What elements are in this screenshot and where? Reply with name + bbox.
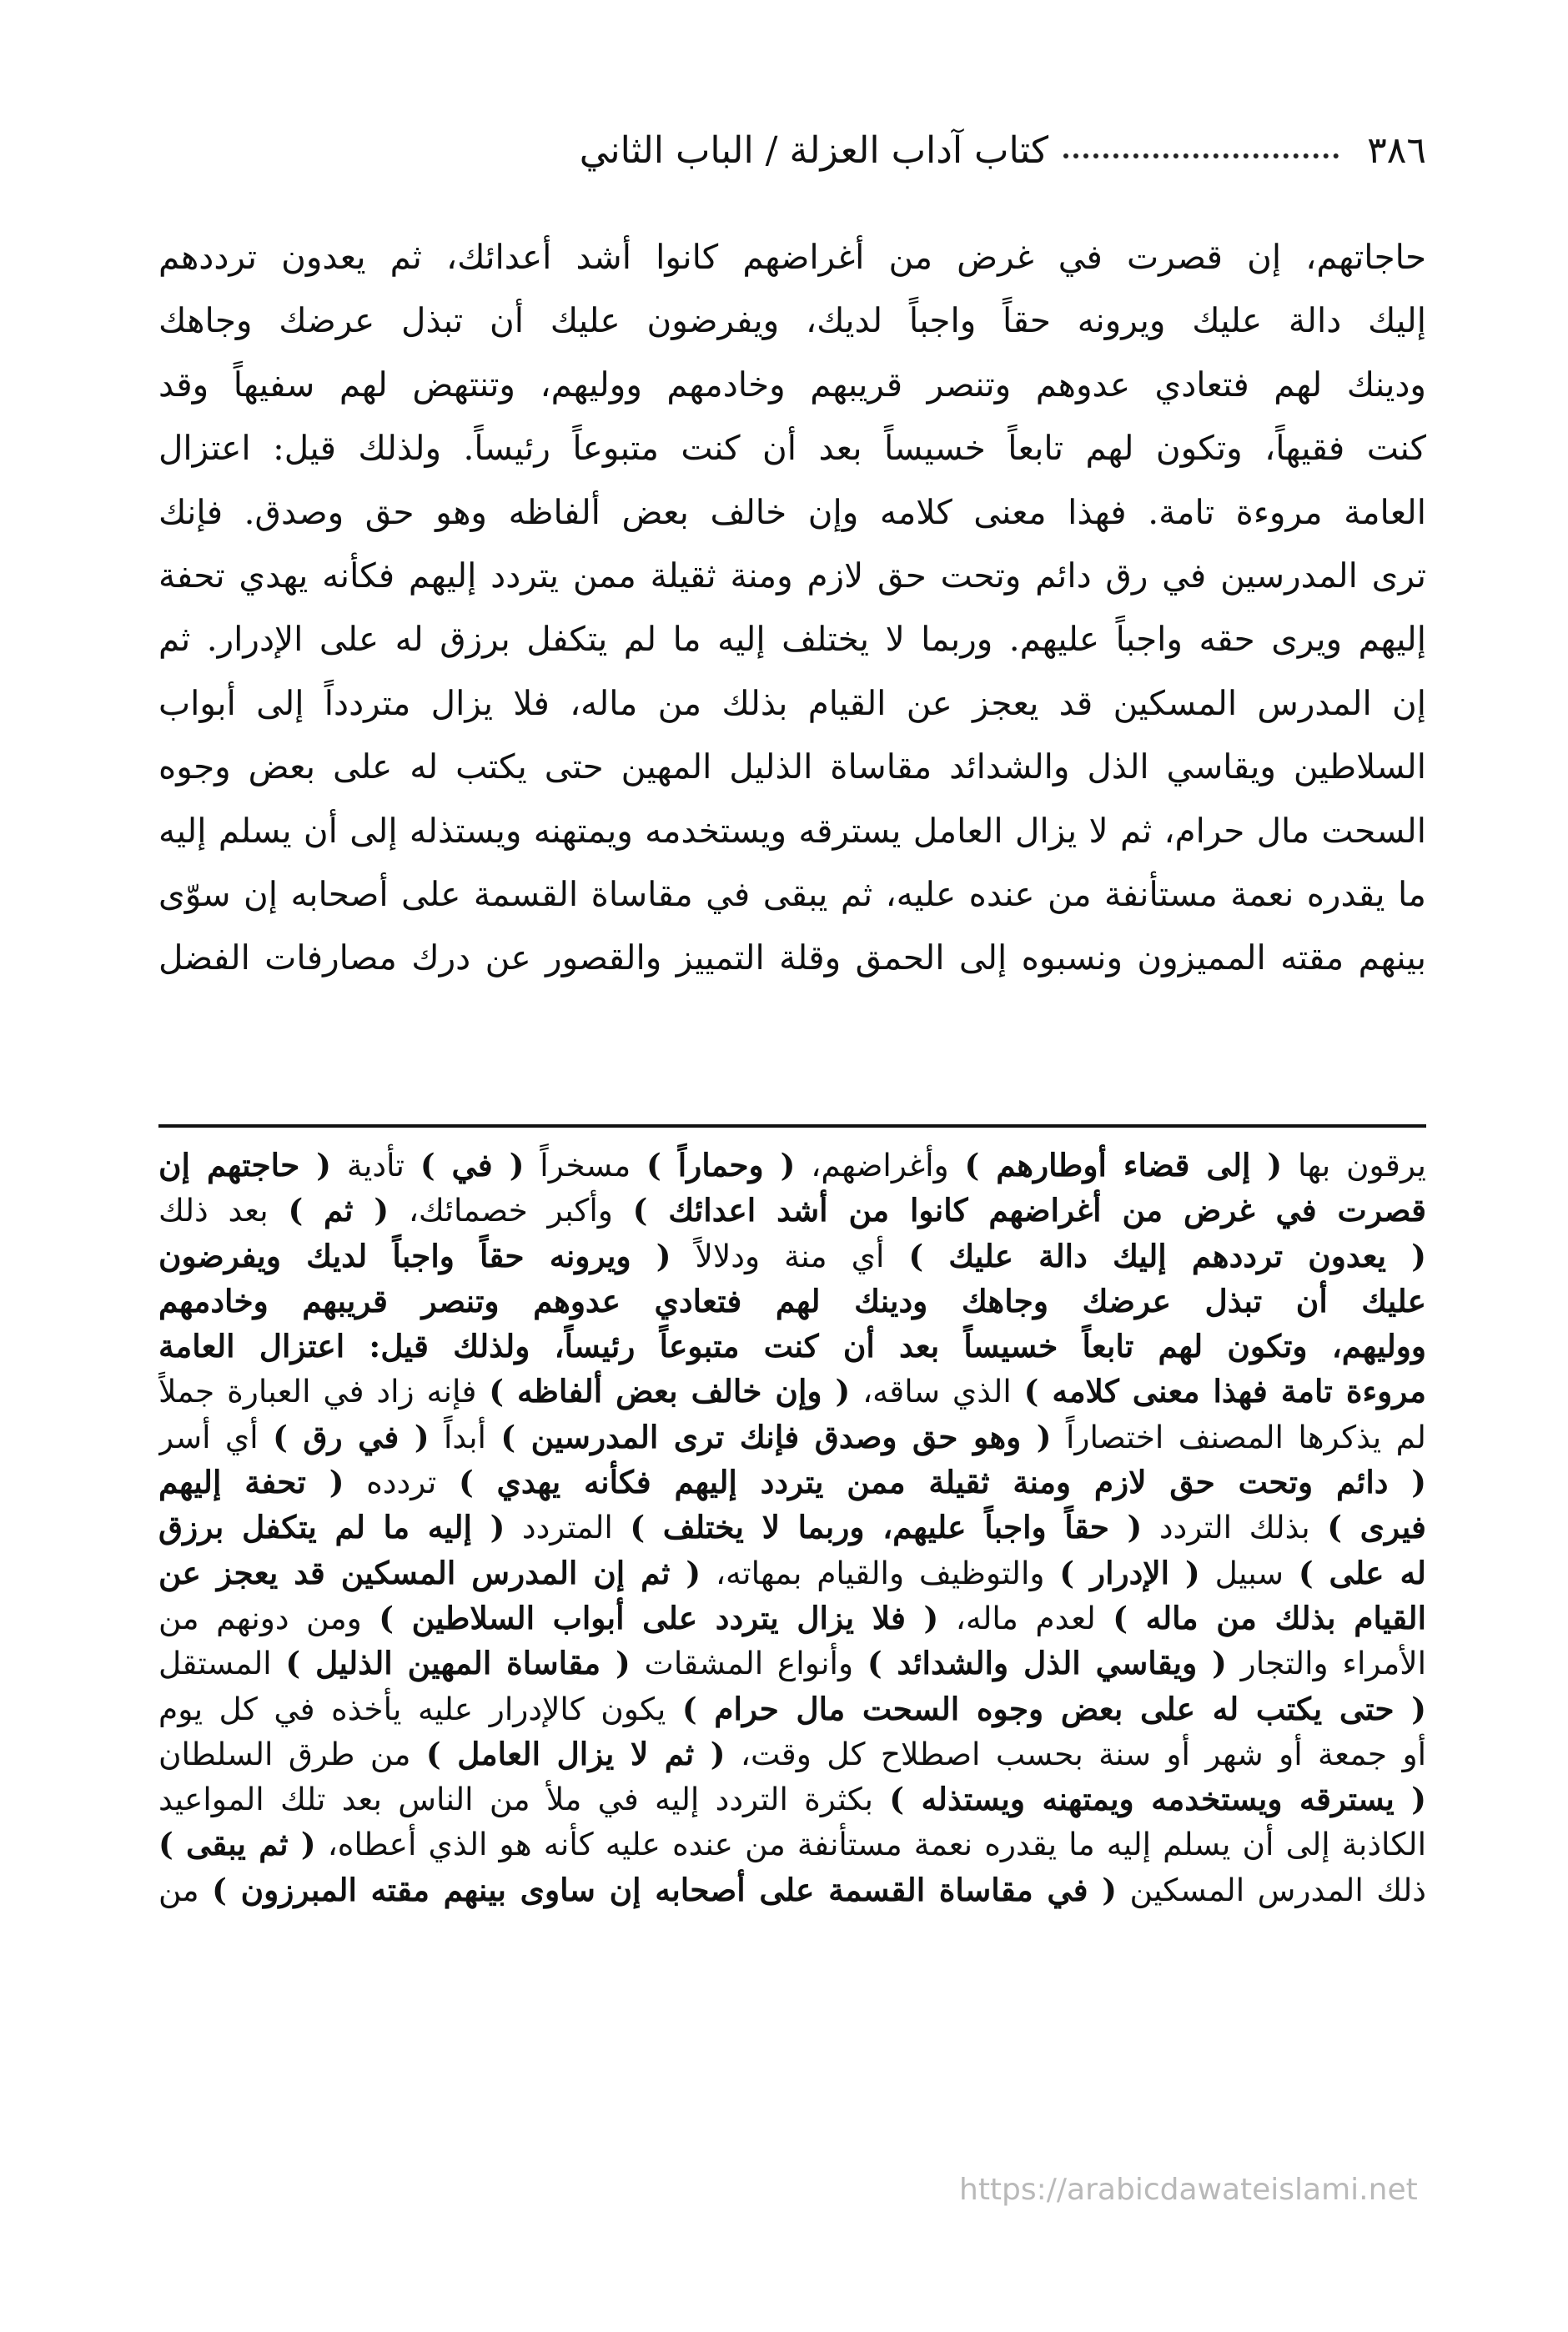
page-header xyxy=(158,117,1426,183)
quoted-matn-text: القيام بذلك من ماله ) xyxy=(1113,1599,1426,1636)
commentary-text: الكاذبة إلى أن يسلم إليه ما يقدره نعمة مستأنفة من عنده عليه كأنه هو الذي أعطاه، xyxy=(315,1826,1426,1863)
quoted-matn-text: ( ثم لا يزال العامل ) xyxy=(425,1735,726,1772)
footnote-separator xyxy=(158,1124,1426,1128)
commentary-text: تردده xyxy=(344,1464,459,1501)
quoted-matn-text: ( وإن خالف بعض ألفاظه ) xyxy=(489,1373,851,1410)
quoted-matn-text: ( وحماراً ) xyxy=(646,1147,796,1184)
commentary-text: وأغراضهم، xyxy=(795,1147,965,1184)
commentary-text: الذي ساقه، xyxy=(850,1373,1024,1410)
commentary-line xyxy=(158,1188,1426,1233)
commentary-text: يكون كالإدرار عليه يأخذه في كل يوم xyxy=(158,1690,682,1727)
commentary-block xyxy=(158,1143,1426,1912)
commentary-text: ذلك المدرس المسكين xyxy=(1117,1871,1426,1908)
quoted-matn-text: ( مقاساة المهين الذليل ) xyxy=(285,1645,631,1682)
quoted-matn-text: ( حاجتهم إن xyxy=(158,1147,332,1184)
commentary-text: ومن دونهم من xyxy=(158,1599,379,1636)
quoted-matn-text: ( ثم ) xyxy=(288,1192,389,1229)
commentary-text: الأمراء والتجار xyxy=(1226,1645,1426,1682)
main-text-line: إن المدرس المسكين قد يعجز عن القيام بذلك من ماله، فلا يزال متردداً إلى أبواب xyxy=(158,682,1426,723)
commentary-text: أي منة ودلالاً xyxy=(671,1237,909,1274)
main-text-line: السلاطين ويقاسي الذل والشدائد مقاساة الذليل المهين حتى يكتب له على بعض وجوه xyxy=(158,746,1426,787)
quoted-matn-text: ( ويقاسي الذل والشدائد ) xyxy=(867,1645,1227,1682)
commentary-line xyxy=(158,1369,1426,1414)
commentary-text: بعد ذلك xyxy=(158,1192,289,1229)
commentary-text: أي أسر xyxy=(158,1418,274,1455)
commentary-text: وأكبر خصمائك، xyxy=(389,1192,633,1229)
commentary-text: يرقون بها xyxy=(1282,1147,1426,1184)
commentary-line xyxy=(158,1324,1426,1369)
main-text-line: إليك دالة عليك ويرونه حقاً واجباً لديك، ويفرضون عليك أن تبذل عرضك وجاهك xyxy=(158,300,1426,341)
commentary-text: بذلك التردد xyxy=(1142,1509,1328,1546)
commentary-text: المستقل xyxy=(158,1645,286,1682)
commentary-text: أو جمعة أو شهر أو سنة بحسب اصطلاح كل وقت، xyxy=(725,1735,1426,1772)
quoted-matn-text: ( ثم يبقى ) xyxy=(158,1826,316,1863)
quoted-matn-text: ووليهم، وتكون لهم تابعاً خسيساً بعد أن كنت متبوعاً رئيساً، ولذلك قيل: اعتزال العامة xyxy=(158,1328,1426,1365)
commentary-text: وأنواع المشقات xyxy=(630,1645,867,1682)
commentary-text: المتردد xyxy=(505,1509,631,1546)
quoted-matn-text: ( وهو حق وصدق فإنك ترى المدرسين ) xyxy=(500,1418,1052,1455)
main-text-line: كنت فقيهاً، وتكون لهم تابعاً خسيساً بعد أن كنت متبوعاً رئيساً. ولذلك قيل: اعتزال xyxy=(158,428,1426,469)
commentary-text: والتوظيف والقيام بمهاته، xyxy=(701,1554,1060,1591)
header-dotted-leader xyxy=(1063,153,1339,158)
commentary-line xyxy=(158,1415,1426,1460)
commentary-line xyxy=(158,1505,1426,1550)
quoted-matn-text: ( يعدون ترددهم إليك دالة عليك ) xyxy=(908,1237,1426,1274)
commentary-line xyxy=(158,1731,1426,1777)
quoted-matn-text: فيرى ) xyxy=(1327,1509,1426,1546)
running-title: كتاب آداب العزلة / الباب الثاني xyxy=(579,128,1049,172)
commentary-text: من طرق السلطان xyxy=(158,1735,426,1772)
main-text-line: ترى المدرسين في رق دائم وتحت حق لازم ومنة ثقيلة ممن يتردد إليهم فكأنه يهدي تحفة xyxy=(158,555,1426,596)
quoted-matn-text: ( إلى قضاء أوطارهم ) xyxy=(964,1147,1283,1184)
main-text-block xyxy=(158,225,1426,990)
commentary-line xyxy=(158,1596,1426,1641)
page-number: ٣٨٦ xyxy=(1367,128,1426,172)
quoted-matn-text: ( حتى يكتب له على بعض وجوه السحت مال حرام ) xyxy=(681,1690,1426,1727)
quoted-matn-text: له على ) xyxy=(1298,1554,1426,1591)
quoted-matn-text: ( ويرونه حقاً واجباً لديك ويفرضون xyxy=(158,1237,671,1274)
quoted-matn-text: ( ثم إن المدرس المسكين قد يعجز عن xyxy=(158,1554,701,1591)
commentary-text: فإنه زاد في العبارة جملاً xyxy=(158,1373,490,1410)
quoted-matn-text: ( دائم وتحت حق لازم ومنة ثقيلة ممن يتردد إليهم فكأنه يهدي ) xyxy=(458,1464,1426,1501)
main-text-line: ودينك لهم فتعادي عدوهم وتنصر قريبهم وخادمهم ووليهم، وتنتهض لهم سفيهاً وقد xyxy=(158,364,1426,405)
commentary-line xyxy=(158,1686,1426,1731)
quoted-matn-text: ( في مقاساة القسمة على أصحابه إن ساوى بينهم مقته المبرزون ) xyxy=(212,1871,1118,1908)
commentary-line xyxy=(158,1867,1426,1912)
commentary-text: سبيل xyxy=(1199,1554,1299,1591)
quoted-matn-text: ( في ) xyxy=(420,1147,525,1184)
main-text-line: حاجاتهم، إن قصرت في غرض من أغراضهم كانوا أشد أعدائك، ثم يعدون ترددهم xyxy=(158,237,1426,277)
quoted-matn-text: ( الإدرار ) xyxy=(1059,1554,1200,1591)
main-text-line: بينهم مقته المميزون ونسبوه إلى الحمق وقلة التمييز والقصور عن درك مصارفات الفضل xyxy=(158,937,1426,978)
main-text-line: السحت مال حرام، ثم لا يزال العامل يسترقه ويستخدمه ويمتهنه ويستذله إلى أن يسلم إليه xyxy=(158,810,1426,851)
main-text-line: إليهم ويرى حقه واجباً عليهم. وربما لا يختلف إليه ما لم يتكفل برزق له على الإدرار. ثم xyxy=(158,619,1426,660)
commentary-line xyxy=(158,1234,1426,1279)
quoted-matn-text: ( حقاً واجباً عليهم، وربما لا يختلف ) xyxy=(630,1509,1143,1546)
commentary-text: بكثرة التردد إليه في ملأ من الناس بعد تلك المواعيد xyxy=(158,1781,890,1818)
commentary-text: مسخراً xyxy=(524,1147,646,1184)
quoted-matn-text: ( إليه ما لم يتكفل برزق xyxy=(158,1509,505,1546)
quoted-matn-text: ( فلا يزال يتردد على أبواب السلاطين ) xyxy=(379,1599,939,1636)
commentary-line xyxy=(158,1550,1426,1596)
quoted-matn-text: ( تحفة إليهم xyxy=(158,1464,344,1501)
commentary-line xyxy=(158,1641,1426,1686)
commentary-text: تأدية xyxy=(331,1147,420,1184)
quoted-matn-text: ( يسترقه ويستخدمه ويمتهنه ويستذله ) xyxy=(889,1781,1426,1818)
quoted-matn-text: عليك أن تبذل عرضك وجاهك ودينك لهم فتعادي عدوهم وتنصر قريبهم وخادمهم xyxy=(158,1282,1426,1319)
quoted-matn-text: مروءة تامة فهذا معنى كلامه ) xyxy=(1023,1373,1426,1410)
commentary-text: لم يذكرها المصنف اختصاراً xyxy=(1051,1418,1426,1455)
watermark: https://arabicdawateislami.net xyxy=(959,2173,1418,2207)
main-text-line: العامة مروءة تامة. فهذا معنى كلامه وإن خالف بعض ألفاظه وهو حق وصدق. فإنك xyxy=(158,491,1426,532)
quoted-matn-text: ( في رق ) xyxy=(273,1418,430,1455)
main-text-line: ما يقدره نعمة مستأنفة من عنده عليه، ثم يبقى في مقاساة القسمة على أصحابه إن سوّى xyxy=(158,873,1426,914)
commentary-text: لعدم ماله، xyxy=(938,1599,1113,1636)
commentary-text: أبداً xyxy=(429,1418,501,1455)
commentary-line xyxy=(158,1822,1426,1867)
commentary-line xyxy=(158,1777,1426,1822)
commentary-line xyxy=(158,1279,1426,1324)
quoted-matn-text: قصرت في غرض من أغراضهم كانوا من أشد اعدائك ) xyxy=(632,1192,1426,1229)
commentary-text: من xyxy=(158,1871,213,1908)
commentary-line xyxy=(158,1460,1426,1505)
commentary-line xyxy=(158,1143,1426,1188)
